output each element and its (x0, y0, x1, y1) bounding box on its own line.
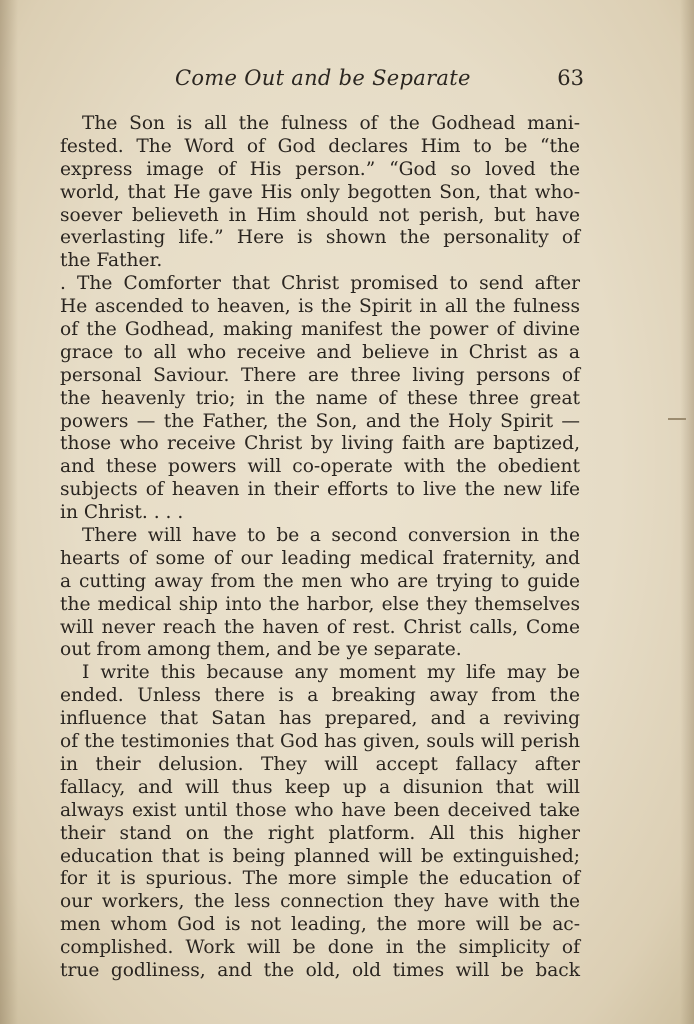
text-line: powers — the Father, the Son, and the Holy Spirit — (60, 410, 580, 432)
text-line: everlasting life.” Here is shown the personality of (60, 227, 580, 249)
paragraph (60, 273, 580, 525)
text-line: of the testimonies that God has given, souls will perish (60, 731, 580, 753)
text-line: always exist until those who have been deceived take (60, 799, 580, 821)
text-line: will never reach the haven of rest. Christ calls, Come (60, 616, 580, 638)
text-line: He ascended to heaven, is the Spirit in all the fulness (60, 296, 580, 318)
body-text (60, 113, 580, 983)
page-number: 63 (557, 66, 584, 90)
text-line: world, that He gave His only begotten Son, that who- (60, 181, 580, 203)
text-line: men whom God is not leading, the more will be ac- (60, 914, 580, 936)
page-edge-shadow (680, 0, 694, 1024)
text-line: The Son is all the fulness of the Godhead mani- (82, 113, 580, 134)
paragraph (60, 113, 580, 273)
text-line: out from among them, and be ye separate. (60, 639, 462, 661)
text-line: of the Godhead, making manifest the power of divine (60, 319, 580, 341)
text-line: subjects of heaven in their efforts to live the new life (60, 479, 580, 501)
text-line: education that is being planned will be extinguished; (60, 845, 580, 867)
page-tear-mark (668, 418, 686, 420)
text-line: hearts of some of our leading medical fraternity, and (60, 547, 580, 569)
text-line: their stand on the right platform. All this higher (60, 822, 580, 844)
text-line: There will have to be a second conversion in the (82, 525, 580, 547)
text-line: ended. Unless there is a breaking away from the (60, 685, 580, 707)
text-line: a cutting away from the men who are trying to guide (60, 570, 580, 592)
text-line: and these powers will co-operate with the obedient (60, 456, 580, 478)
running-header (60, 64, 584, 96)
text-line: fested. The Word of God declares Him to be “the (60, 135, 580, 157)
text-line: complished. Work will be done in the simplicity of (60, 937, 580, 959)
text-line: our workers, the less connection they have with the (60, 891, 580, 913)
text-line: express image of His person.” “God so loved the (60, 158, 580, 180)
text-line: soever believeth in Him should not perish, but have (60, 204, 580, 226)
paragraph (60, 525, 580, 662)
text-line: the heavenly trio; in the name of these three great (60, 387, 580, 409)
text-line: influence that Satan has prepared, and a reviving (60, 708, 580, 730)
text-line: those who receive Christ by living faith are baptized, (60, 433, 580, 455)
text-line: the medical ship into the harbor, else they themselves (60, 593, 580, 615)
text-line: in Christ. . . . (60, 502, 184, 524)
spine-shadow (0, 0, 18, 1024)
text-line: the Father. (60, 250, 163, 272)
text-line: I write this because any moment my life may be (82, 662, 580, 684)
text-line: personal Saviour. There are three living persons of (60, 364, 580, 386)
text-line: fallacy, and will thus keep up a disunion that will (60, 776, 580, 798)
paragraph (60, 662, 580, 982)
running-title: Come Out and be Separate (175, 66, 471, 90)
text-line: grace to all who receive and believe in Christ as a (60, 341, 580, 363)
text-line: for it is spurious. The more simple the education of (60, 868, 580, 890)
text-line: . The Comforter that Christ promised to send after (60, 273, 580, 295)
text-line: true godliness, and the old, old times will be back (60, 959, 580, 981)
text-line: in their delusion. They will accept fallacy after (60, 753, 580, 775)
